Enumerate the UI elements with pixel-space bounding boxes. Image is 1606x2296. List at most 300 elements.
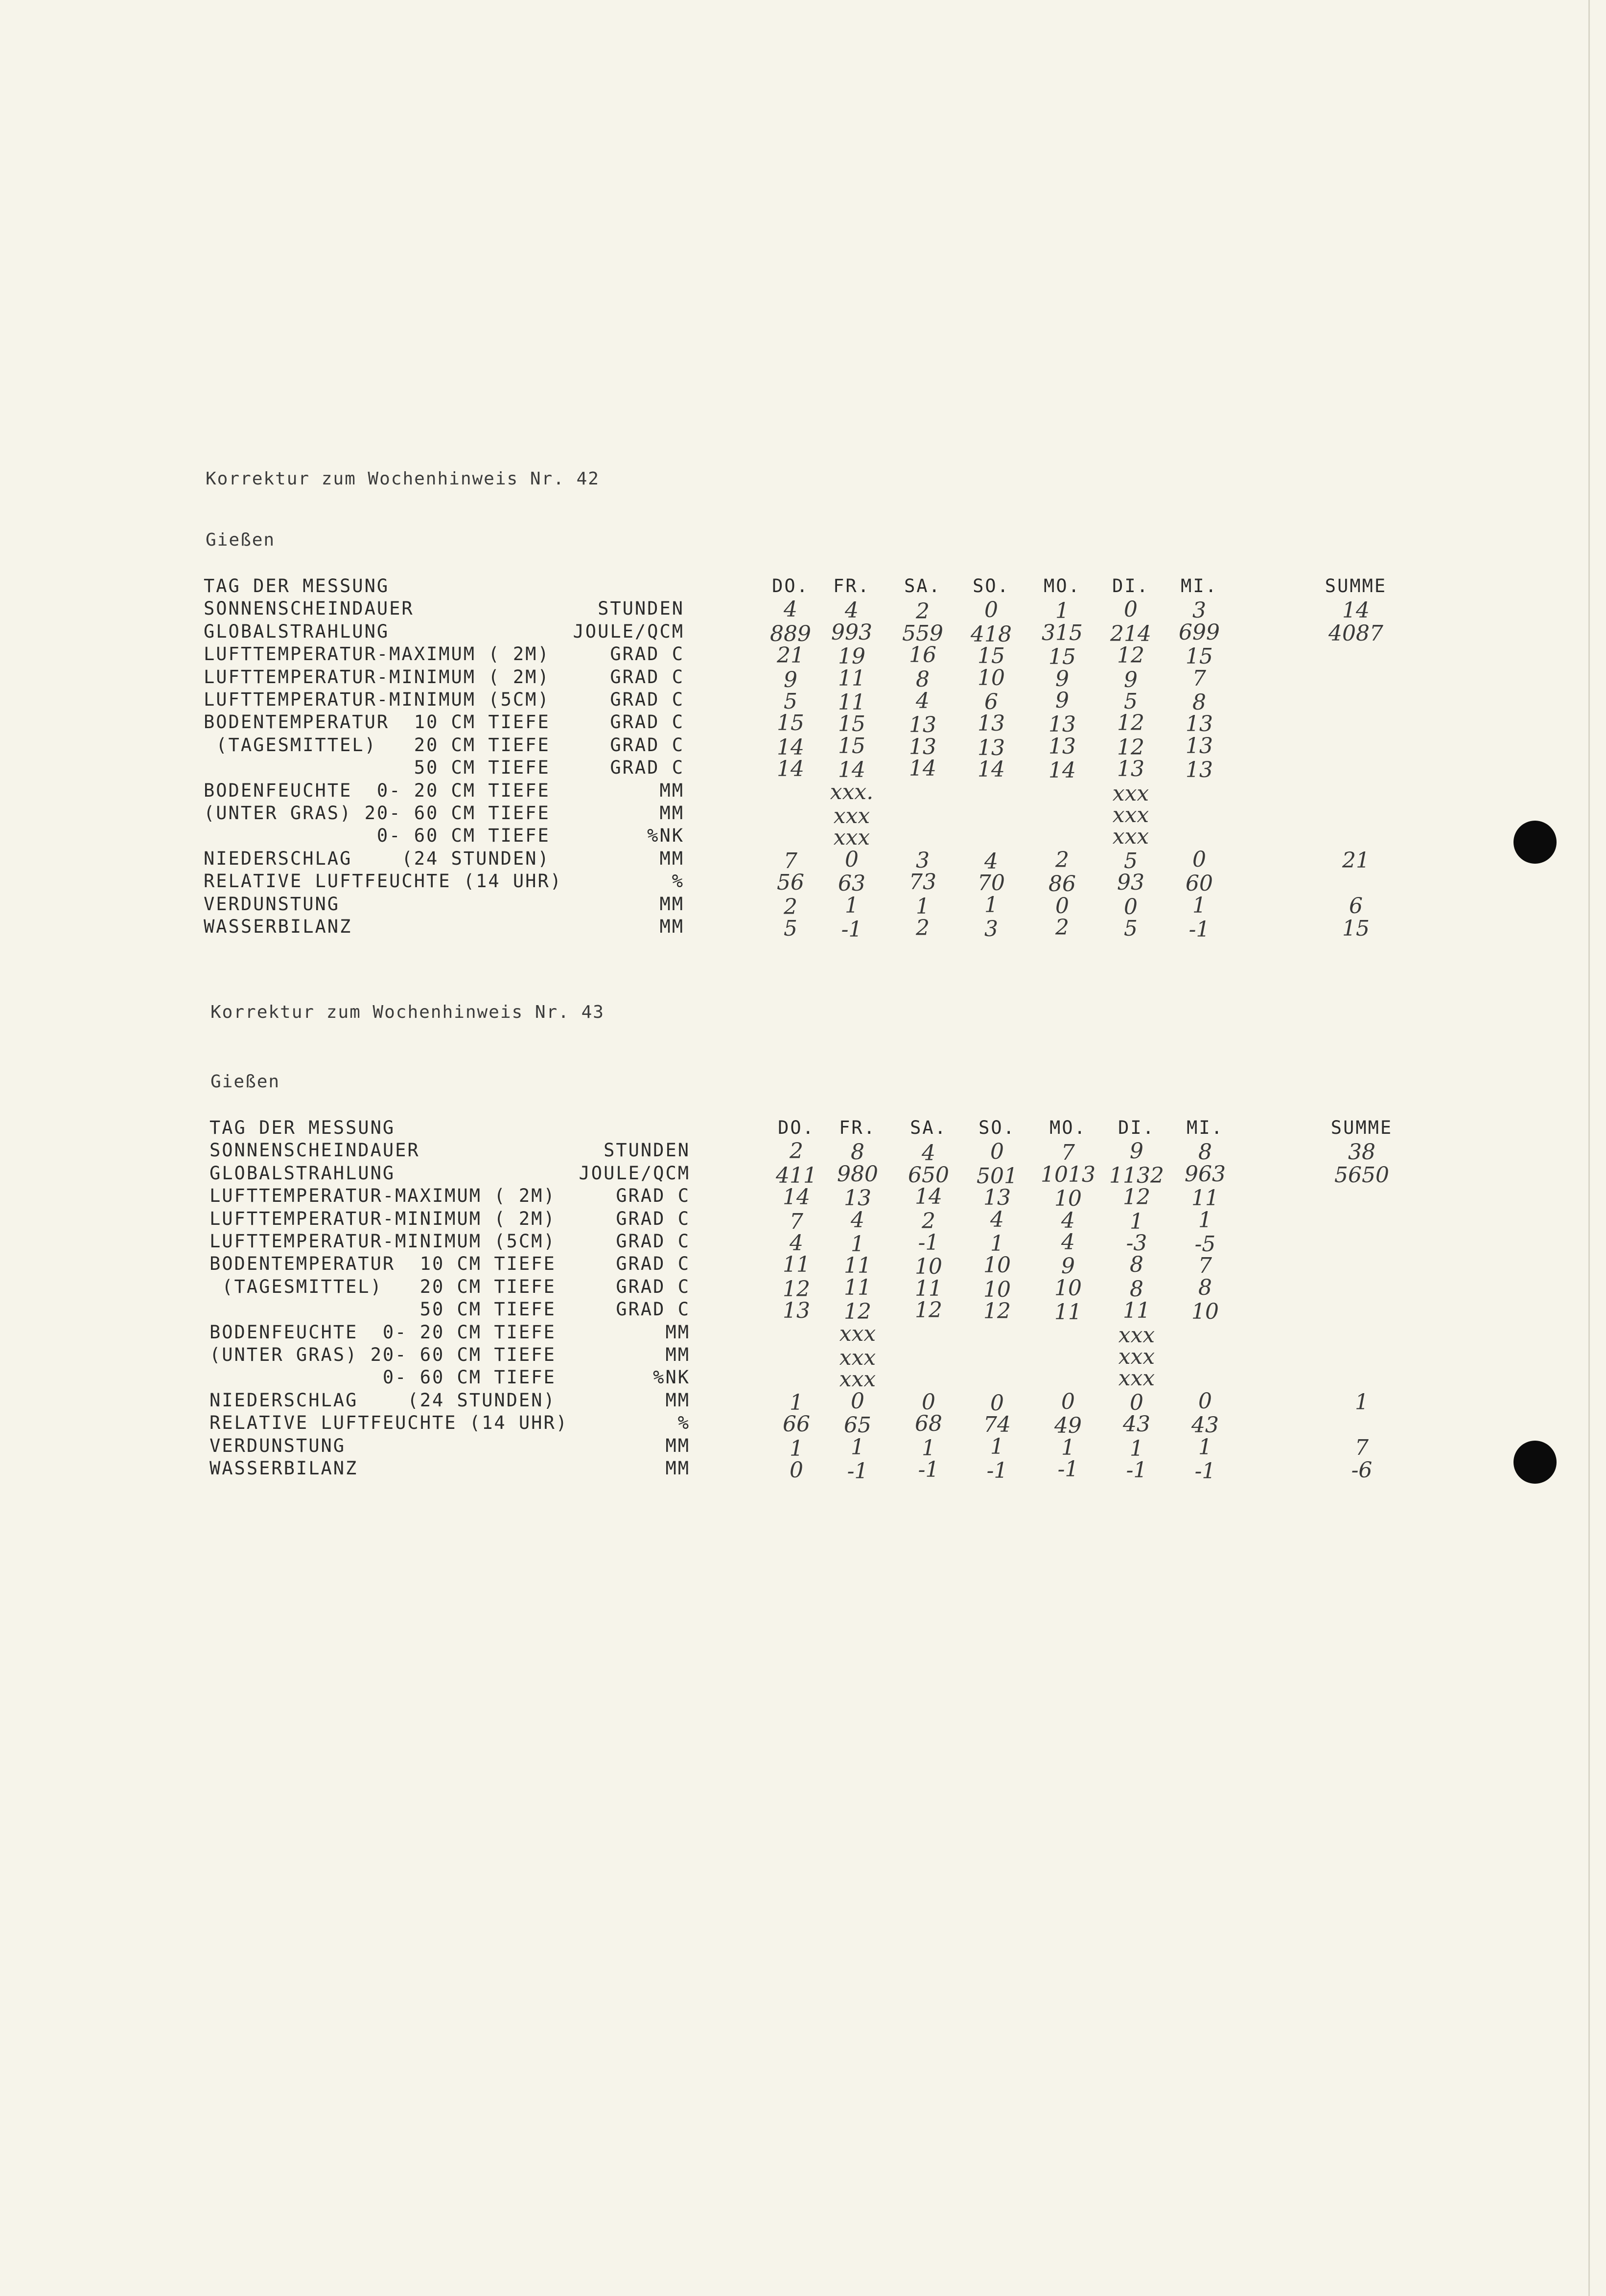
cell-value: 4 <box>845 598 859 623</box>
row-label: 0- 60 CM TIEFE <box>209 1367 556 1388</box>
day-header: FR. <box>833 575 870 597</box>
section2-caption: Korrektur zum Wochenhinweis Nr. 43 <box>210 1002 605 1022</box>
row-label: WASSERBILANZ <box>204 916 352 937</box>
cell-value: xxx <box>1112 824 1149 850</box>
row-label: NIEDERSCHLAG (24 STUNDEN) <box>209 1389 556 1411</box>
row-sum: 7 <box>1355 1435 1369 1460</box>
cell-value: 66 <box>783 1412 810 1437</box>
cell-value: 5 <box>1124 689 1138 714</box>
row-label: VERDUNSTUNG <box>204 893 340 915</box>
day-header: DI. <box>1112 575 1149 597</box>
row-sum: 6 <box>1349 893 1363 918</box>
cell-value: 14 <box>1048 758 1076 783</box>
cell-value: 9 <box>1055 688 1069 713</box>
cell-value: 7 <box>790 1209 803 1234</box>
cell-value: 4 <box>1061 1230 1075 1255</box>
cell-value: 63 <box>838 871 865 896</box>
cell-value: 1 <box>1198 1434 1212 1460</box>
row-label: LUFTTEMPERATUR-MINIMUM (5CM) <box>209 1231 556 1252</box>
cell-value: 5 <box>1124 848 1138 873</box>
cell-value: 0 <box>1124 894 1138 919</box>
cell-value: 15 <box>777 711 804 736</box>
cell-value: 0 <box>845 847 859 872</box>
table-row <box>0 733 1606 760</box>
cell-value: 10 <box>1191 1299 1219 1325</box>
row-sum: -6 <box>1351 1458 1373 1483</box>
cell-value: -3 <box>1126 1231 1147 1256</box>
cell-value: 13 <box>1186 758 1213 783</box>
cell-value: 10 <box>1054 1186 1082 1212</box>
section1-location: Gießen <box>206 530 276 550</box>
cell-value: -1 <box>1194 1459 1216 1484</box>
row-unit: MM <box>665 1458 690 1479</box>
row-label: WASSERBILANZ <box>209 1458 358 1479</box>
cell-value: 650 <box>908 1162 949 1188</box>
cell-value: 5 <box>784 916 797 941</box>
cell-value: -1 <box>847 1459 868 1484</box>
cell-value: 13 <box>909 712 936 738</box>
cell-value: 15 <box>1186 644 1213 669</box>
cell-value: 214 <box>1110 621 1151 646</box>
row-unit: MM <box>659 893 684 915</box>
cell-value: 13 <box>983 1185 1011 1211</box>
cell-value: 1 <box>790 1436 803 1461</box>
cell-value: 49 <box>1054 1413 1082 1439</box>
day-header: FR. <box>839 1117 876 1138</box>
cell-value: 1 <box>916 894 930 919</box>
cell-value: 14 <box>777 757 804 782</box>
row-unit: JOULE/QCM <box>579 1162 690 1184</box>
cell-value: 43 <box>1123 1412 1150 1437</box>
table-row <box>0 1252 1606 1280</box>
cell-value: 9 <box>1061 1254 1075 1279</box>
cell-value: 70 <box>978 871 1005 896</box>
row-unit: MM <box>659 848 684 869</box>
cell-value: xxx <box>833 804 870 828</box>
cell-value: 0 <box>1055 893 1069 918</box>
cell-value: 13 <box>978 735 1005 760</box>
cell-value: 8 <box>1130 1252 1143 1278</box>
cell-value: 1013 <box>1041 1162 1095 1187</box>
cell-value: 9 <box>784 667 797 692</box>
cell-value: 8 <box>1130 1276 1143 1302</box>
cell-value: 14 <box>909 756 936 781</box>
cell-value: xxx <box>1118 1322 1155 1348</box>
cell-value: 1 <box>1061 1435 1075 1460</box>
cell-value: -1 <box>1057 1457 1079 1482</box>
table-row <box>0 1139 1606 1166</box>
cell-value: 14 <box>783 1185 810 1210</box>
cell-value: 0 <box>1130 1390 1143 1415</box>
cell-value: -5 <box>1194 1232 1216 1257</box>
table-row <box>0 1411 1606 1439</box>
cell-value: 8 <box>916 666 930 692</box>
cell-value: 0 <box>1124 597 1138 622</box>
cell-value: 15 <box>978 643 1005 669</box>
cell-value: 418 <box>971 621 1012 647</box>
cell-value: xxx <box>833 825 870 850</box>
cell-value: 11 <box>844 1275 871 1300</box>
cell-value: 11 <box>838 666 865 691</box>
row-unit: GRAD C <box>610 666 684 688</box>
cell-value: 699 <box>1179 620 1220 645</box>
cell-value: 4 <box>922 1141 935 1166</box>
row-unit: MM <box>665 1435 690 1456</box>
cell-value: 12 <box>1117 735 1144 760</box>
cell-value: 12 <box>983 1299 1011 1324</box>
row-sum: 15 <box>1342 916 1370 941</box>
row-label: NIEDERSCHLAG (24 STUNDEN) <box>204 848 550 869</box>
cell-value: 0 <box>984 597 998 623</box>
table-row <box>0 643 1606 670</box>
row-label: GLOBALSTRAHLUNG <box>209 1162 396 1184</box>
cell-value: 4 <box>916 689 930 713</box>
table-row <box>0 665 1606 692</box>
section1-caption: Korrektur zum Wochenhinweis Nr. 42 <box>206 469 600 489</box>
cell-value: 68 <box>915 1411 942 1437</box>
cell-value: 0 <box>851 1388 864 1414</box>
row-sum: 1 <box>1355 1389 1369 1415</box>
cell-value: 11 <box>844 1253 871 1279</box>
cell-value: 11 <box>783 1252 810 1278</box>
row-label: BODENTEMPERATUR 10 CM TIEFE <box>204 712 550 733</box>
cell-value: 19 <box>838 644 865 669</box>
cell-value: 9 <box>1124 667 1138 692</box>
table-row <box>0 1388 1606 1416</box>
cell-value: xxx. <box>830 779 874 804</box>
cell-value: 15 <box>838 733 865 758</box>
cell-value: 7 <box>784 848 797 873</box>
sum-header: SUMME <box>1330 1117 1393 1138</box>
row-sum: 5650 <box>1334 1162 1389 1188</box>
cell-value: -1 <box>1126 1458 1147 1483</box>
table-row <box>0 847 1606 874</box>
cell-value: 13 <box>844 1186 871 1211</box>
cell-value: 1 <box>984 892 998 918</box>
cell-value: 15 <box>1048 644 1076 670</box>
cell-value: 14 <box>777 735 804 760</box>
cell-value: 11 <box>838 690 865 715</box>
cell-value: 8 <box>1198 1140 1212 1165</box>
row-label: LUFTTEMPERATUR-MINIMUM ( 2M) <box>204 666 550 688</box>
cell-value: 4 <box>984 849 998 874</box>
row-unit: STUNDEN <box>598 598 684 620</box>
row-label: LUFTTEMPERATUR-MINIMUM ( 2M) <box>209 1208 556 1229</box>
row-label: LUFTTEMPERATUR-MAXIMUM ( 2M) <box>204 643 550 665</box>
cell-value: 1 <box>1130 1436 1143 1461</box>
table-row <box>0 756 1606 783</box>
row-unit: GRAD C <box>616 1276 690 1297</box>
cell-value: 6 <box>984 689 998 714</box>
cell-value: 8 <box>851 1140 864 1165</box>
cell-value: 65 <box>844 1413 871 1438</box>
cell-value: 501 <box>977 1163 1018 1189</box>
table-row <box>0 1230 1606 1257</box>
row-label: (UNTER GRAS) 20- 60 CM TIEFE <box>209 1344 556 1365</box>
row-unit: MM <box>659 916 684 937</box>
cell-value: 1 <box>1130 1209 1143 1234</box>
table-row <box>0 870 1606 897</box>
cell-value: 10 <box>983 1277 1011 1302</box>
cell-value: xxx <box>1112 781 1149 806</box>
table-row <box>0 1457 1606 1484</box>
row-label: LUFTTEMPERATUR-MINIMUM (5CM) <box>204 689 550 710</box>
table-row <box>0 597 1606 624</box>
cell-value: 43 <box>1191 1413 1219 1438</box>
cell-value: 8 <box>1192 690 1206 715</box>
row-label: BODENFEUCHTE 0- 20 CM TIEFE <box>209 1321 556 1343</box>
table-row <box>0 1366 1606 1392</box>
cell-value: 2 <box>1055 915 1069 940</box>
cell-value: 11 <box>1123 1298 1150 1324</box>
cell-value: 889 <box>770 621 811 646</box>
cell-value: 10 <box>915 1254 942 1280</box>
table-row <box>0 892 1606 919</box>
cell-value: 13 <box>1117 757 1144 782</box>
row-unit: MM <box>659 803 684 824</box>
cell-value: 1 <box>1055 598 1069 624</box>
cell-value: 13 <box>909 734 936 759</box>
row-label: BODENFEUCHTE 0- 20 CM TIEFE <box>204 780 550 801</box>
cell-value: 1132 <box>1109 1163 1164 1188</box>
table-header-row <box>0 1117 1606 1140</box>
cell-value: 93 <box>1117 870 1144 895</box>
table-row <box>0 825 1606 848</box>
cell-value: 1 <box>922 1435 935 1461</box>
cell-value: 10 <box>983 1253 1011 1278</box>
cell-value: 1 <box>845 893 859 918</box>
day-header: DO. <box>778 1117 815 1138</box>
cell-value: 1 <box>790 1390 803 1415</box>
table-row <box>0 1344 1606 1370</box>
table-row <box>0 1275 1606 1302</box>
cell-value: 9 <box>1055 666 1069 691</box>
row-unit: GRAD C <box>616 1231 690 1252</box>
cell-value: 12 <box>1117 643 1144 668</box>
cell-value: -1 <box>918 1230 939 1255</box>
cell-value: 10 <box>978 665 1005 690</box>
table-row <box>0 1321 1606 1348</box>
row-label: LUFTTEMPERATUR-MAXIMUM ( 2M) <box>209 1185 556 1207</box>
cell-value: 13 <box>1186 733 1213 758</box>
table-row <box>0 1161 1606 1189</box>
cell-value: 13 <box>1048 734 1076 759</box>
cell-value: 13 <box>1186 712 1213 737</box>
row-unit: GRAD C <box>616 1299 690 1320</box>
row-unit: GRAD C <box>616 1208 690 1229</box>
cell-value: -1 <box>986 1458 1008 1483</box>
cell-value: 7 <box>1192 666 1206 691</box>
day-header: SA. <box>904 575 941 597</box>
row-sum: 21 <box>1342 848 1370 873</box>
cell-value: 56 <box>777 870 804 895</box>
cell-value: xxx <box>1112 803 1149 827</box>
cell-value: 3 <box>984 917 998 941</box>
cell-value: xxx <box>1118 1344 1155 1369</box>
cell-value: 11 <box>1054 1300 1082 1325</box>
day-header: SO. <box>978 1117 1016 1138</box>
cell-value: 13 <box>1048 712 1076 737</box>
cell-value: 1 <box>990 1231 1004 1256</box>
cell-value: 1 <box>1198 1207 1212 1233</box>
cell-value: 0 <box>1061 1389 1075 1414</box>
cell-value: 0 <box>922 1389 935 1415</box>
cell-value: 73 <box>909 870 936 895</box>
row-label: GLOBALSTRAHLUNG <box>204 620 390 642</box>
cell-value: 10 <box>1054 1275 1082 1301</box>
cell-value: 86 <box>1048 872 1076 897</box>
row-sum: 4087 <box>1328 620 1383 646</box>
cell-value: 0 <box>1198 1388 1212 1414</box>
cell-value: -1 <box>918 1457 939 1482</box>
row-label: 0- 60 CM TIEFE <box>204 825 550 847</box>
day-header: MO. <box>1049 1117 1087 1138</box>
day-header: SA. <box>910 1117 947 1138</box>
cell-value: 3 <box>916 848 930 873</box>
row-label: RELATIVE LUFTFEUCHTE (14 UHR) <box>204 871 563 892</box>
cell-value: 14 <box>978 757 1005 782</box>
row-label: (TAGESMITTEL) 20 CM TIEFE <box>204 734 550 756</box>
cell-value: 12 <box>1123 1185 1150 1210</box>
cell-value: 0 <box>990 1139 1004 1165</box>
row-label: 50 CM TIEFE <box>209 1299 556 1320</box>
cell-value: 3 <box>1192 598 1206 623</box>
cell-value: 411 <box>776 1163 817 1188</box>
row-unit: MM <box>659 780 684 801</box>
cell-value: 2 <box>784 894 797 919</box>
cell-value: 5 <box>784 689 797 714</box>
day-header: SO. <box>973 575 1010 597</box>
cell-value: 1 <box>851 1434 864 1460</box>
cell-value: 4 <box>790 1231 803 1256</box>
row-label: (TAGESMITTEL) 20 CM TIEFE <box>209 1276 556 1297</box>
cell-value: 60 <box>1186 871 1213 896</box>
cell-value: 7 <box>1061 1140 1075 1166</box>
table-row <box>0 803 1606 828</box>
row-sum: 38 <box>1348 1140 1375 1165</box>
cell-value: 12 <box>783 1276 810 1302</box>
cell-value: 2 <box>916 916 930 941</box>
row-unit: GRAD C <box>616 1185 690 1207</box>
cell-value: 2 <box>916 599 930 624</box>
cell-value: 74 <box>983 1412 1011 1438</box>
cell-value: 4 <box>851 1207 864 1233</box>
table-row <box>0 915 1606 942</box>
cell-value: -1 <box>1188 917 1210 942</box>
row-label: VERDUNSTUNG <box>209 1435 346 1456</box>
row-label: 50 CM TIEFE <box>204 757 550 779</box>
cell-value: 8 <box>1198 1275 1212 1300</box>
cell-value: 12 <box>1117 711 1144 736</box>
row-unit: MM <box>665 1321 690 1343</box>
header-label: TAG DER MESSUNG <box>204 575 390 597</box>
table-row <box>0 688 1606 715</box>
row-sum: 14 <box>1342 598 1370 623</box>
row-unit: JOULE/QCM <box>573 620 684 642</box>
day-header: DI. <box>1118 1117 1155 1138</box>
cell-value: 2 <box>1055 847 1069 872</box>
row-label: (UNTER GRAS) 20- 60 CM TIEFE <box>204 803 550 824</box>
cell-value: 12 <box>915 1298 942 1323</box>
cell-value: -1 <box>841 917 862 942</box>
row-unit: MM <box>665 1344 690 1365</box>
day-header: MI. <box>1187 1117 1224 1138</box>
cell-value: 0 <box>990 1390 1004 1416</box>
table-row <box>0 1298 1606 1325</box>
cell-value: 4 <box>990 1207 1004 1232</box>
cell-value: 559 <box>902 620 943 646</box>
header-label: TAG DER MESSUNG <box>209 1117 396 1138</box>
cell-value: 5 <box>1124 916 1138 941</box>
cell-value: xxx <box>1118 1366 1155 1391</box>
cell-value: 14 <box>915 1184 942 1210</box>
row-label: SONNENSCHEINDAUER <box>209 1140 420 1161</box>
cell-value: 15 <box>838 712 865 737</box>
cell-value: xxx <box>839 1367 876 1392</box>
cell-value: 4 <box>784 597 797 622</box>
cell-value: 2 <box>922 1208 935 1234</box>
cell-value: 9 <box>1130 1139 1143 1164</box>
row-unit: GRAD C <box>610 643 684 665</box>
cell-value: 2 <box>790 1139 803 1164</box>
cell-value: 14 <box>838 758 865 783</box>
table-header-row <box>0 575 1606 598</box>
table-row <box>0 1184 1606 1212</box>
cell-value: 11 <box>1191 1186 1219 1211</box>
cell-value: 4 <box>1061 1208 1075 1233</box>
row-label: RELATIVE LUFTFEUCHTE (14 UHR) <box>209 1412 569 1434</box>
cell-value: 0 <box>1192 847 1206 872</box>
sum-header: SUMME <box>1325 575 1387 597</box>
row-unit: GRAD C <box>610 734 684 756</box>
row-unit: %NK <box>653 1367 690 1388</box>
table-row <box>0 1434 1606 1461</box>
row-unit: % <box>672 871 684 892</box>
cell-value: xxx <box>839 1345 876 1370</box>
cell-value: 21 <box>777 643 804 668</box>
cell-value: 16 <box>909 643 936 668</box>
cell-value: 963 <box>1185 1161 1226 1187</box>
table-row <box>0 620 1606 647</box>
table-row <box>0 1207 1606 1234</box>
table-row <box>0 779 1606 806</box>
row-unit: %NK <box>647 825 684 847</box>
section2-location: Gießen <box>210 1072 280 1092</box>
cell-value: 13 <box>978 711 1005 736</box>
cell-value: 0 <box>790 1458 803 1483</box>
table-row <box>0 711 1606 738</box>
row-unit: GRAD C <box>610 689 684 710</box>
row-unit: % <box>677 1412 690 1434</box>
cell-value: 315 <box>1042 620 1083 645</box>
row-unit: MM <box>665 1389 690 1411</box>
cell-value: 980 <box>837 1161 878 1187</box>
row-label: BODENTEMPERATUR 10 CM TIEFE <box>209 1253 556 1275</box>
cell-value: 12 <box>844 1299 871 1325</box>
day-header: MI. <box>1181 575 1218 597</box>
row-label: SONNENSCHEINDAUER <box>204 598 414 620</box>
cell-value: 13 <box>783 1298 810 1324</box>
cell-value: 993 <box>831 620 872 645</box>
row-unit: GRAD C <box>616 1253 690 1275</box>
cell-value: xxx <box>839 1321 876 1346</box>
day-header: MO. <box>1044 575 1081 597</box>
cell-value: 1 <box>1192 893 1206 918</box>
day-header: DO. <box>772 575 809 597</box>
cell-value: 11 <box>915 1276 942 1301</box>
cell-value: 1 <box>990 1434 1004 1459</box>
row-unit: GRAD C <box>610 757 684 779</box>
